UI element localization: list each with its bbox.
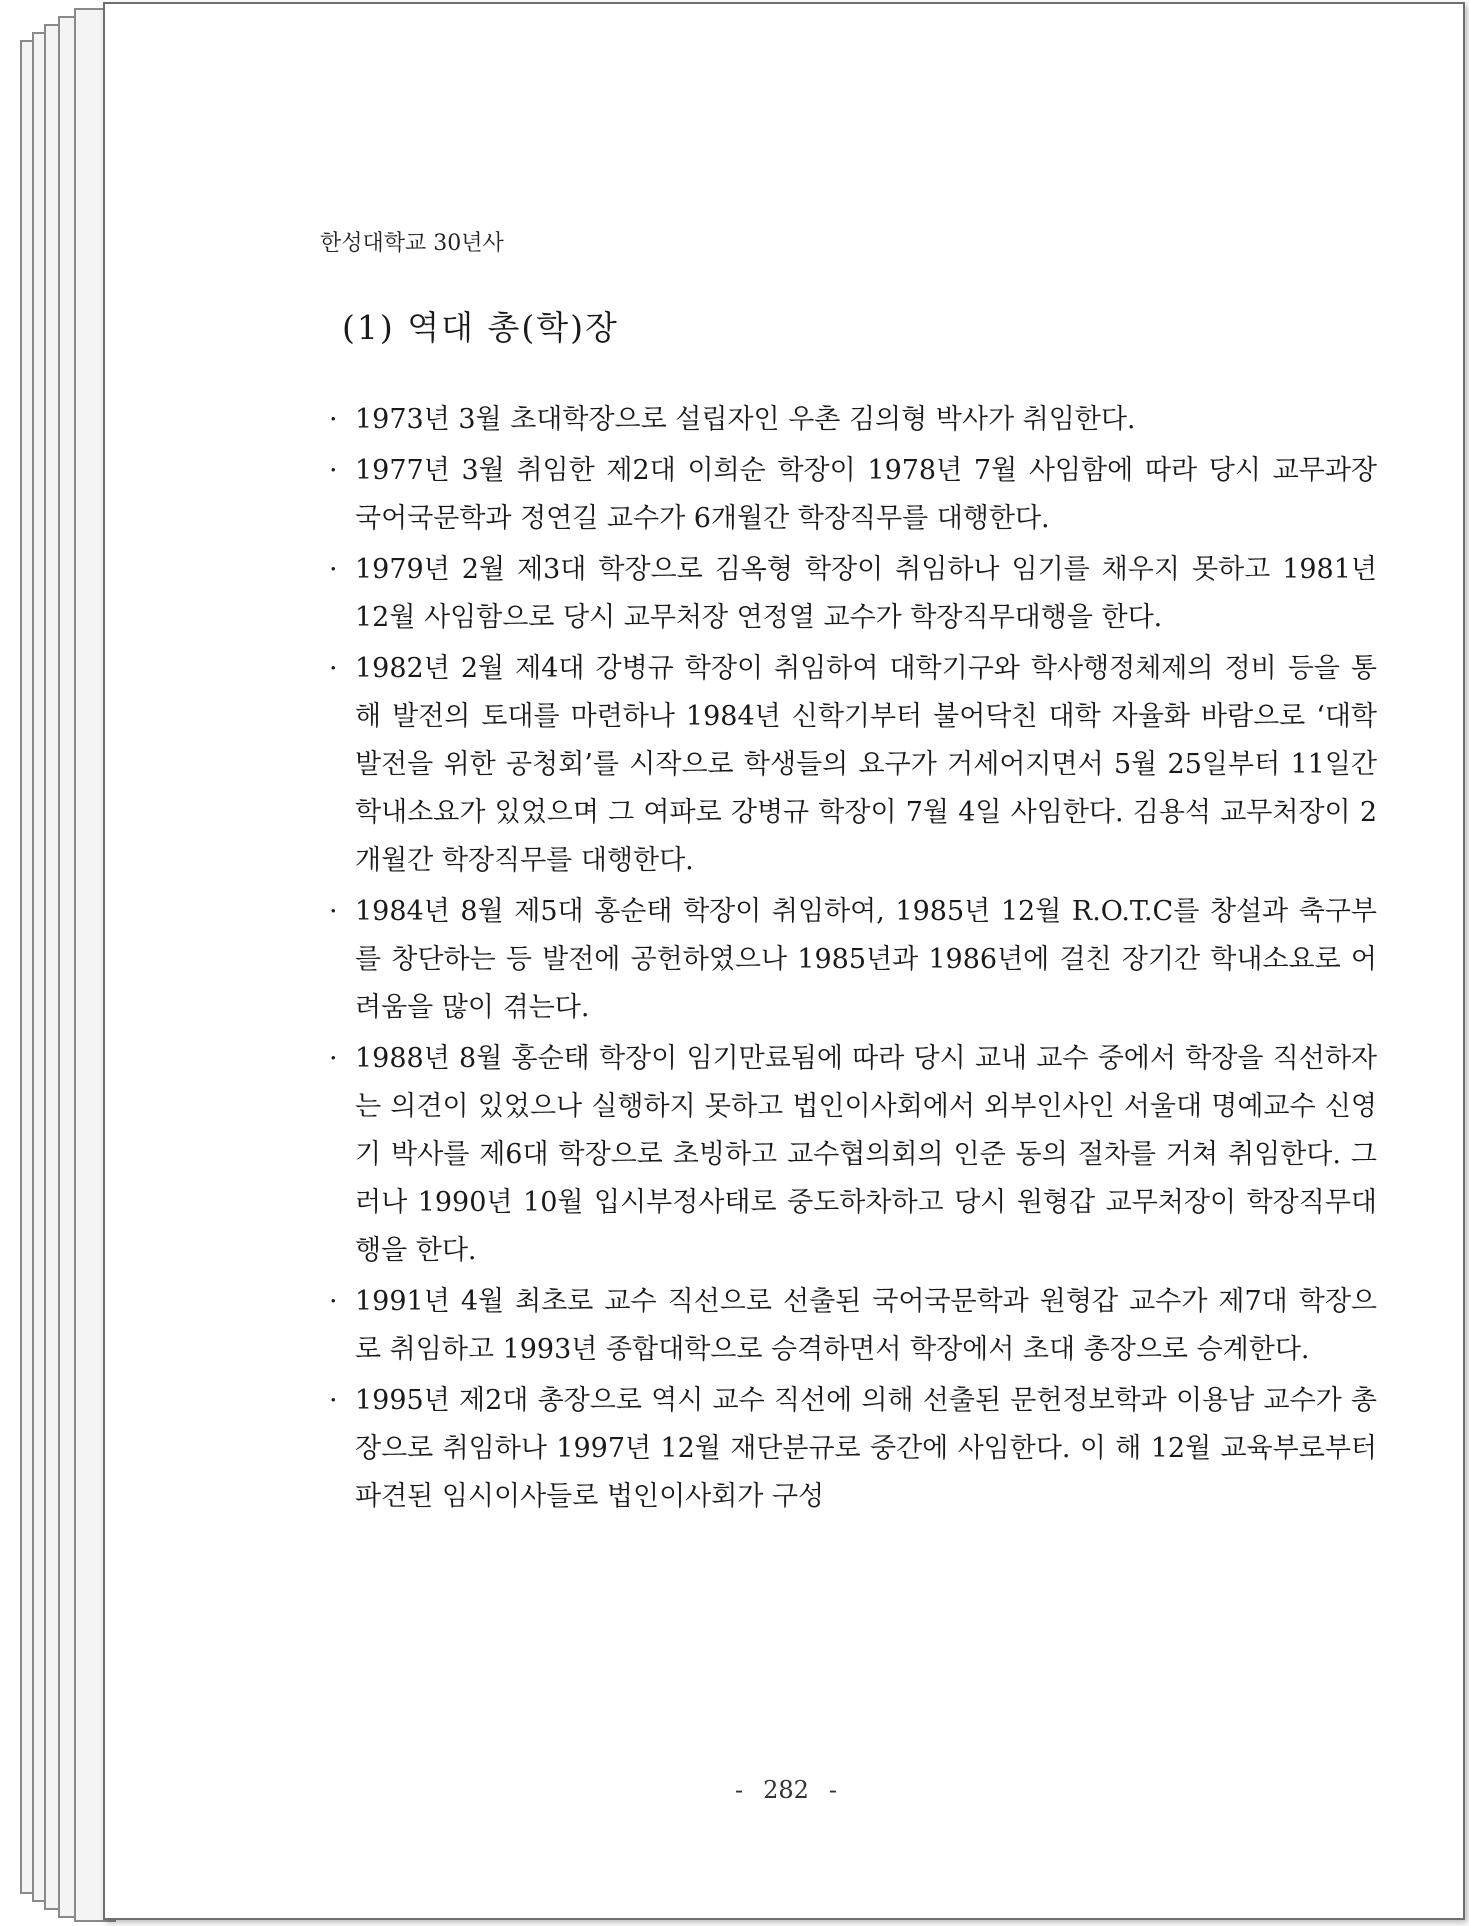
- paragraph-text: 1977년 3월 취임한 제2대 이희순 학장이 1978년 7월 사임함에 따라 당시 교무과장 국어국문학과 정연길 교수가 6개월간 학장직무를 대행한다.: [355, 455, 1377, 534]
- bullet-dot: ·: [329, 896, 338, 927]
- list-item: [327, 1377, 1377, 1521]
- page-number-dash-right: -: [828, 1776, 838, 1804]
- paragraph-text: 1979년 2월 제3대 학장으로 김옥형 학장이 취임하나 임기를 채우지 못하고 1981년 12월 사임함으로 당시 교무처장 연정열 교수가 학장직무대행을 한다.: [355, 554, 1377, 633]
- list-item: [327, 447, 1377, 543]
- bullet-dot: ·: [329, 1043, 338, 1074]
- list-item: [327, 888, 1377, 1032]
- list-item: [327, 396, 1377, 444]
- bullet-dot: ·: [329, 1286, 338, 1317]
- presidents-history-list: [327, 396, 1377, 1524]
- paragraph-text: 1995년 제2대 총장으로 역시 교수 직선에 의해 선출된 문헌정보학과 이용남 교수가 총장으로 취임하나 1997년 12월 재단분규로 중간에 사임한다. 이 해 12월 교육부로부터 파견된 임시이사들로 법인이사회가 구성: [355, 1385, 1377, 1512]
- section-heading: (1) 역대 총(학)장: [342, 308, 619, 347]
- bullet-dot: ·: [329, 404, 338, 435]
- document-page: [103, 2, 1465, 1920]
- paragraph-text: 1982년 2월 제4대 강병규 학장이 취임하여 대학기구와 학사행정체제의 정비 등을 통해 발전의 토대를 마련하나 1984년 신학기부터 불어닥친 대학 자율화 바람으로 ‘대학발전을 위한 공청회’를 시작으로 학생들의 요구가 거세어지면서 5월 25일부터 11일간 학내소요가 있었으며 그 여파로 강병규 학장이 7월 4일 사임한다. 김용석 교무처장이 2개월간 학장직무를 대행한다.: [355, 653, 1377, 876]
- paragraph-text: 1973년 3월 초대학장으로 설립자인 우촌 김의형 박사가 취임한다.: [355, 404, 1136, 435]
- paragraph-text: 1991년 4월 최초로 교수 직선으로 선출된 국어국문학과 원형갑 교수가 제7대 학장으로 취임하고 1993년 종합대학으로 승격하면서 학장에서 초대 총장으로 승계한다.: [355, 1286, 1377, 1365]
- bullet-dot: ·: [329, 1385, 338, 1416]
- bullet-dot: ·: [329, 653, 338, 684]
- list-item: [327, 1278, 1377, 1374]
- paragraph-text: 1984년 8월 제5대 홍순태 학장이 취임하여, 1985년 12월 R.O.T.C를 창설과 축구부를 창단하는 등 발전에 공헌하였으나 1985년과 1986년에 걸친 장기간 학내소요로 어려움을 많이 겪는다.: [355, 896, 1377, 1023]
- paragraph-text: 1988년 8월 홍순태 학장이 임기만료됨에 따라 당시 교내 교수 중에서 학장을 직선하자는 의견이 있었으나 실행하지 못하고 법인이사회에서 외부인사인 서울대 명예교수 신영기 박사를 제6대 학장으로 초빙하고 교수협의회의 인준 동의 절차를 거쳐 취임한다. 그러나 1990년 10월 입시부정사태로 중도하차하고 당시 원형갑 교무처장이 학장직무대행을 한다.: [355, 1043, 1377, 1266]
- list-item: [327, 645, 1377, 885]
- bullet-dot: ·: [329, 554, 338, 585]
- bullet-dot: ·: [329, 455, 338, 486]
- running-head: 한성대학교 30년사: [320, 231, 504, 256]
- page-number: [105, 1776, 1467, 1804]
- page-number-dash-left: -: [734, 1776, 744, 1804]
- list-item: [327, 546, 1377, 642]
- page-number-value: 282: [763, 1776, 809, 1804]
- list-item: [327, 1035, 1377, 1275]
